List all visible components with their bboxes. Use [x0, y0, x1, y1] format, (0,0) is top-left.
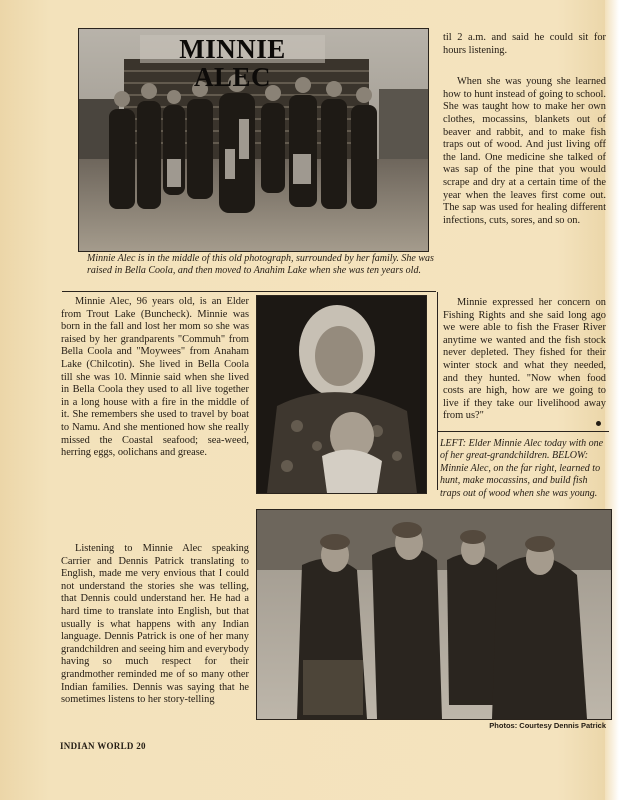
right-photo-caption: LEFT: Elder Minnie Alec today with one of her great-grandchildren. BELOW: Minnie Alec, on the far right, learned to hunt, make mocassins, and build fish traps out of wood when she was young.	[440, 438, 604, 499]
paragraph: Minnie expressed her concern on Fishing Rights and she said long ago we were able to fish the Fraser River anytime we wanted and the fish stock never depleted. They fished for their winter stock and what they needed, and they hunted. "Now when food costs are high, how are we going to live if they take our livelihood away from us?"	[443, 297, 606, 422]
paragraph: Minnie Alec, 96 years old, is an Elder from Trout Lake (Buncheck). Minnie was born in the fall and lost her mom so she was raised by her grandparents "Commuh" from Bella Coola and "Moywees" from Anaham Lake (Chilcotin). She lived in Bella Coola till she was 10. Minnie said when she lived in Bella Coola they used to all live together in a long house with a fire in the middle of it. She remembers she used to travel by boat to Namu. And she mentioned how she really missed the Coastal seafood; sea-weed, herring eggs, oolichans and grease.	[61, 296, 249, 459]
left-middle-column	[61, 296, 249, 460]
young-group-photo	[256, 509, 612, 720]
page-footer: INDIAN WORLD 20	[60, 741, 146, 751]
end-of-article-mark	[596, 421, 601, 426]
paragraph: When she was young she learned how to hunt instead of going to school. She was taught how to make her own clothes, mocassins, blankets out of beaver and rabbit, and to make fish traps out of wood. And just living off the land. One medicine she talked of was sap of the pine that you would scrape and dry at a certain time of the year when the leaves first come out. The sap was used for healing different infections, cuts, sores, and so on.	[443, 76, 606, 226]
elder-with-great-grandchild-photo	[256, 295, 427, 494]
paragraph: Listening to Minnie Alec speaking Carrier and Dennis Patrick translating to English, made me very envious that I could not understand the stories she was telling, that Dennis could understand her. He had a hard time to translate into English, but that usually is what happens with any Indian language. Dennis Patrick is one of her many grandchildren and seeing him and everybody having so much respect for their grandmother reminded me of so many other Indian families. Dennis was saying that he sometimes listens to her story-telling	[61, 543, 249, 706]
top-photo-caption: Minnie Alec is in the middle of this old photograph, surrounded by her family. She was raised in Bella Coola, and then moved to Anahim Lake when she was ten years old.	[87, 253, 434, 277]
right-middle-column	[443, 297, 606, 423]
paragraph: til 2 a.m. and said he could sit for hours listening.	[443, 32, 606, 56]
article-title: MINNIE ALEC	[140, 35, 325, 63]
caption-divider	[62, 291, 436, 292]
photo-credit: Photos: Courtesy Dennis Patrick	[489, 721, 606, 730]
caption-top-rule	[437, 431, 609, 432]
right-top-column	[443, 32, 606, 227]
column-divider	[437, 292, 438, 490]
left-bottom-column	[61, 543, 249, 707]
